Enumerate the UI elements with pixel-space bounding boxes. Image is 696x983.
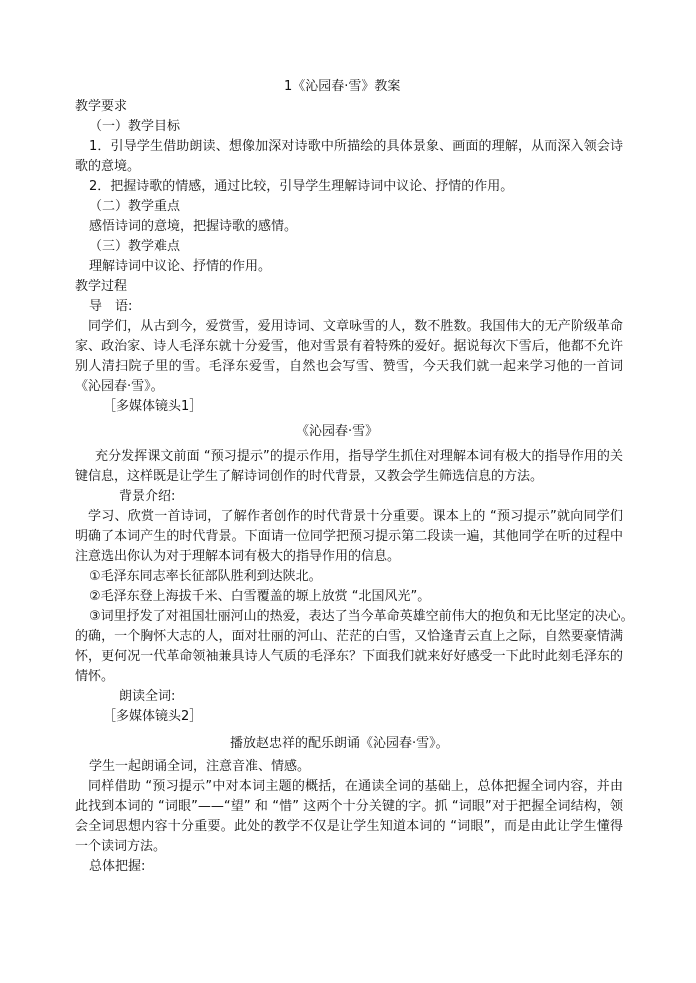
goal-1: 1．引导学生借助朗读、想像加深对诗歌中所描绘的具体景象、画面的理解，从而深入领会诗歌的意境。 xyxy=(75,139,623,174)
section-heading-process: 教学过程 xyxy=(75,279,128,294)
poem-title: 《沁园春·雪》 xyxy=(296,424,379,439)
page-title: 1《沁园春·雪》教案 xyxy=(284,79,401,94)
background-paragraph: 学习、欣赏一首诗词，了解作者创作的时代背景十分重要。课本上的 “预习提示”就向同学们明确了本词产生的时代背景。下面请一位同学把预习提示第二段读一遍，其他同学在听的过程中注意选出你认为对于理解本词有极大的指导作用的信息。 xyxy=(75,509,623,564)
difficulties-text: 理解诗词中议论、抒情的作用。 xyxy=(89,259,272,274)
background-heading: 背景介绍: xyxy=(119,489,176,504)
guide-paragraph: 同样借助 “预习提示”中对本词主题的概括，在通读全词的基础上，总体把握全词内容，并由此找到本词的 “词眼”——“望” 和 “惜” 这两个十分关键的字。抓 “词眼”对于把握全词结构，领会全词思想内容十分重要。此处的教学不仅是让学生知道本词的 “词眼”，而是由此让学生懂得一个读词方法。 xyxy=(75,779,623,854)
intro-paragraph: 同学们，从古到今，爱赏雪，爱用诗词、文章咏雪的人，数不胜数。我国伟大的无产阶级革命家、政治家、诗人毛泽东就十分爱雪，他对雪景有着特殊的爱好。据说每次下雪后，他都不允许别人清扫院子里的雪。毛泽东爱雪，自然也会写雪、赞雪，今天我们就一起来学习他的一首词《沁园春·雪》。 xyxy=(75,319,623,394)
recite-text: 学生一起朗诵全词，注意音准、情感。 xyxy=(89,759,311,774)
subheading-key-points: （二）教学重点 xyxy=(89,199,181,214)
info-item-1: ①毛泽东同志率长征部队胜利到达陕北。 xyxy=(89,569,322,584)
subheading-goals: （一）教学目标 xyxy=(89,119,181,134)
read-poem-heading: 朗读全词: xyxy=(119,689,176,704)
key-points-text: 感悟诗词的意境，把握诗歌的感情。 xyxy=(89,219,298,234)
overall-heading: 总体把握: xyxy=(89,859,146,874)
play-recitation: 播放赵忠祥的配乐朗诵《沁园春·雪》。 xyxy=(230,736,449,751)
goal-2: 2．把握诗歌的情感，通过比较，引导学生理解诗词中议论、抒情的作用。 xyxy=(89,179,514,194)
feelings-paragraph: 的确，一个胸怀大志的人，面对壮丽的河山、茫茫的白雪，又恰逢青云直上之际，自然要豪情满怀，更何况一代革命领袖兼具诗人气质的毛泽东？下面我们就来好好感受一下此时此刻毛泽东的情怀。 xyxy=(75,629,623,684)
intro-heading: 导 语: xyxy=(89,299,133,314)
media-shot-2: ［多媒体镜头2］ xyxy=(103,709,203,724)
subheading-difficulties: （三）教学难点 xyxy=(89,239,181,254)
preview-paragraph: 充分发挥课文前面 “预习提示”的提示作用，指导学生抓住对理解本词有极大的指导作用的关键信息，这样既是让学生了解诗词创作的时代背景，又教会学生筛选信息的方法。 xyxy=(75,449,623,484)
info-item-2: ②毛泽东登上海拔千米、白雪覆盖的塬上放赏 “北国风光”。 xyxy=(89,589,431,604)
section-heading-requirements: 教学要求 xyxy=(75,99,128,114)
info-item-3: ③词里抒发了对祖国壮丽河山的热爱，表达了当今革命英雄空前伟大的抱负和无比坚定的决心。 xyxy=(89,609,634,624)
media-shot-1: ［多媒体镜头1］ xyxy=(103,399,203,414)
